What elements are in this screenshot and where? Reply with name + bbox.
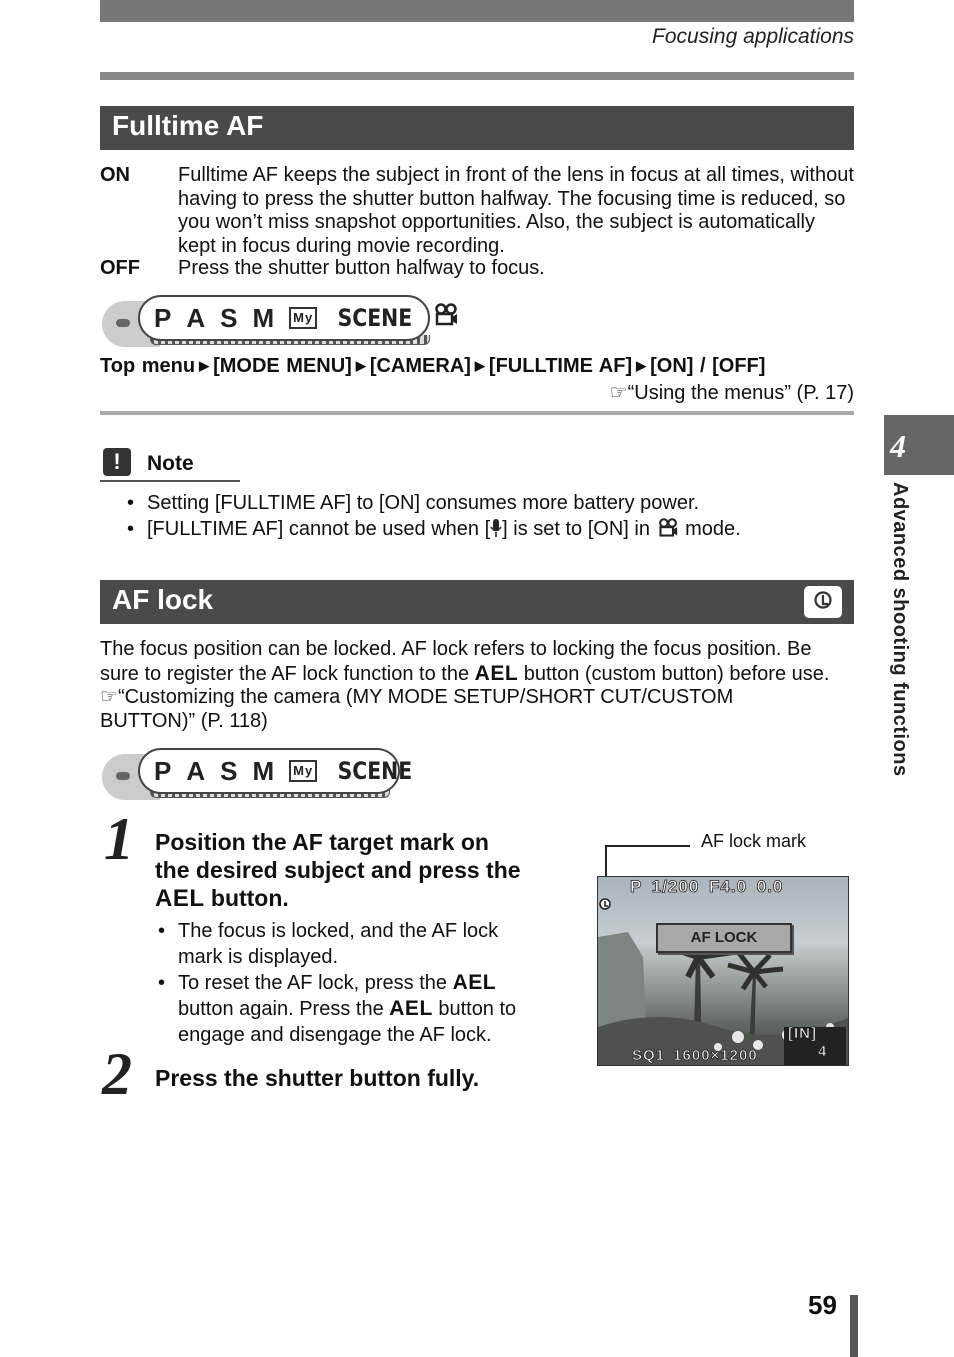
text-span: sure to register the AF lock function to the — [100, 662, 470, 685]
af-lock-badge: AF LOCK — [656, 923, 792, 953]
note-text: [FULLTIME AF] cannot be used when [ — [147, 518, 491, 540]
text-line: • The focus is locked, and the AF lock — [178, 920, 499, 942]
callout-line — [605, 845, 690, 847]
running-header: Focusing applications — [652, 25, 854, 48]
mode-my: My — [289, 307, 317, 329]
mode-a: A — [186, 755, 207, 786]
header-rule — [100, 72, 854, 80]
note-rule — [100, 480, 240, 482]
mode-scene: SCENE — [337, 757, 413, 785]
text-span: To reset the AF lock, press the — [178, 972, 448, 994]
menu-path-item: [CAMERA] — [369, 355, 471, 377]
right-triangle-icon: ▶ — [199, 358, 210, 373]
mode-m: M — [252, 755, 276, 786]
option-term-off: OFF — [100, 257, 140, 279]
note-bullet: • Setting [FULLTIME AF] to [ON] consumes more battery power. — [147, 490, 699, 516]
note-bullet — [147, 516, 741, 542]
mic-icon — [490, 518, 502, 540]
ael-button-label: AEL — [452, 971, 497, 994]
ael-button-label: AEL — [389, 997, 433, 1020]
shots-remaining: 4 — [818, 1043, 828, 1060]
camera-lcd-screen — [597, 876, 849, 1066]
af-lock-icon — [804, 586, 842, 618]
text-line: mark is displayed. — [178, 946, 339, 968]
right-triangle-icon: ▶ — [474, 358, 485, 373]
menu-path-item: Top menu — [100, 355, 196, 377]
section-title: Fulltime AF — [112, 110, 264, 141]
mode-pill — [138, 748, 413, 794]
text-line: the desired subject and press the — [155, 857, 521, 883]
section-title: AF lock — [112, 584, 214, 615]
mode-s: S — [220, 302, 239, 333]
menu-reference — [610, 380, 854, 405]
note-text: ] is set to [ON] in — [502, 518, 656, 540]
text-line — [100, 662, 829, 687]
note-icon: ! — [103, 448, 131, 476]
text-line: The focus position can be locked. AF lock refers to locking the focus position. Be — [100, 638, 812, 660]
text-span: button (custom button) before use. — [523, 662, 830, 685]
section-bar-af-lock — [100, 580, 854, 624]
movie-icon — [656, 518, 680, 540]
text-line: having to press the shutter button halfway. The focusing time is reduced, so — [178, 187, 846, 210]
text-span: button to — [438, 998, 517, 1020]
text-span: button. — [210, 885, 289, 911]
mode-my: My — [289, 760, 317, 782]
text-line — [155, 884, 521, 913]
option-desc-on — [178, 164, 854, 258]
callout-label: AF lock mark — [701, 831, 807, 851]
mode-p: P — [154, 302, 173, 333]
text-line: BUTTON)” (P. 118) — [100, 709, 268, 732]
text-line — [100, 686, 829, 710]
option-desc-off: Press the shutter button halfway to focus. — [178, 257, 545, 279]
chapter-title: Advanced shooting functions — [889, 482, 911, 777]
reference-text: “Using the menus” (P. 17) — [627, 382, 854, 404]
note-text: mode. — [679, 518, 741, 540]
note-label: Note — [147, 452, 194, 475]
ael-button-label: AEL — [155, 885, 205, 912]
memory-indicator: [IN] — [788, 1025, 817, 1042]
reference-icon: ☞ — [100, 686, 118, 708]
af-lock-mark-icon — [598, 897, 612, 918]
mode-scene: SCENE — [337, 304, 413, 332]
reference-icon: ☞ — [609, 382, 628, 404]
page-bar — [850, 1295, 858, 1357]
text-span: “Customizing the camera (MY MODE SETUP/SHORT CUT/CUSTOM — [117, 686, 734, 708]
step-bullet — [178, 970, 516, 1048]
menu-path-item: [MODE MENU] — [213, 355, 352, 377]
text-line: Fulltime AF keeps the subject in front of the lens in focus at all times, without — [178, 164, 854, 186]
chapter-number: 4 — [890, 428, 906, 464]
mode-s: S — [220, 755, 239, 786]
mode-a: A — [186, 302, 207, 333]
lcd-status-top: P 1/200 F4.0 0.0 — [630, 877, 784, 896]
page-number: 59 — [808, 1290, 837, 1320]
text-line: engage and disengage the AF lock. — [178, 1024, 492, 1046]
mode-badge — [102, 295, 432, 353]
mode-p: P — [154, 755, 173, 786]
mode-m: M — [252, 302, 276, 333]
text-line: kept in focus during movie recording. — [178, 234, 505, 257]
ael-button-label: AEL — [474, 661, 519, 685]
text-line: Position the AF target mark on — [155, 829, 489, 855]
movie-icon — [433, 303, 459, 334]
section-divider — [100, 411, 854, 415]
menu-path — [100, 355, 765, 378]
text-line — [178, 996, 516, 1022]
text-span: button again. Press the — [178, 998, 384, 1020]
menu-path-item: [ON] / [OFF] — [650, 355, 766, 377]
mode-badge — [102, 748, 413, 806]
step-instruction: Press the shutter button fully. — [155, 1065, 480, 1091]
top-bar — [100, 0, 854, 22]
right-triangle-icon: ▶ — [636, 358, 647, 373]
step-instruction — [155, 828, 521, 913]
menu-path-item: [FULLTIME AF] — [488, 355, 633, 377]
right-triangle-icon: ▶ — [355, 358, 366, 373]
step-number: 1 — [104, 806, 134, 872]
mode-pill — [138, 295, 430, 341]
af-lock-intro — [100, 638, 829, 733]
section-bar-fulltime-af — [100, 106, 854, 150]
option-term-on: ON — [100, 164, 130, 186]
step-number: 2 — [102, 1041, 132, 1107]
text-line: you won’t miss snapshot opportunities. Also, the subject is automatically — [178, 211, 815, 233]
step-bullet — [178, 918, 498, 970]
lcd-status-bottom: SQ1 1600×1200 — [632, 1047, 758, 1064]
text-line — [178, 970, 516, 996]
